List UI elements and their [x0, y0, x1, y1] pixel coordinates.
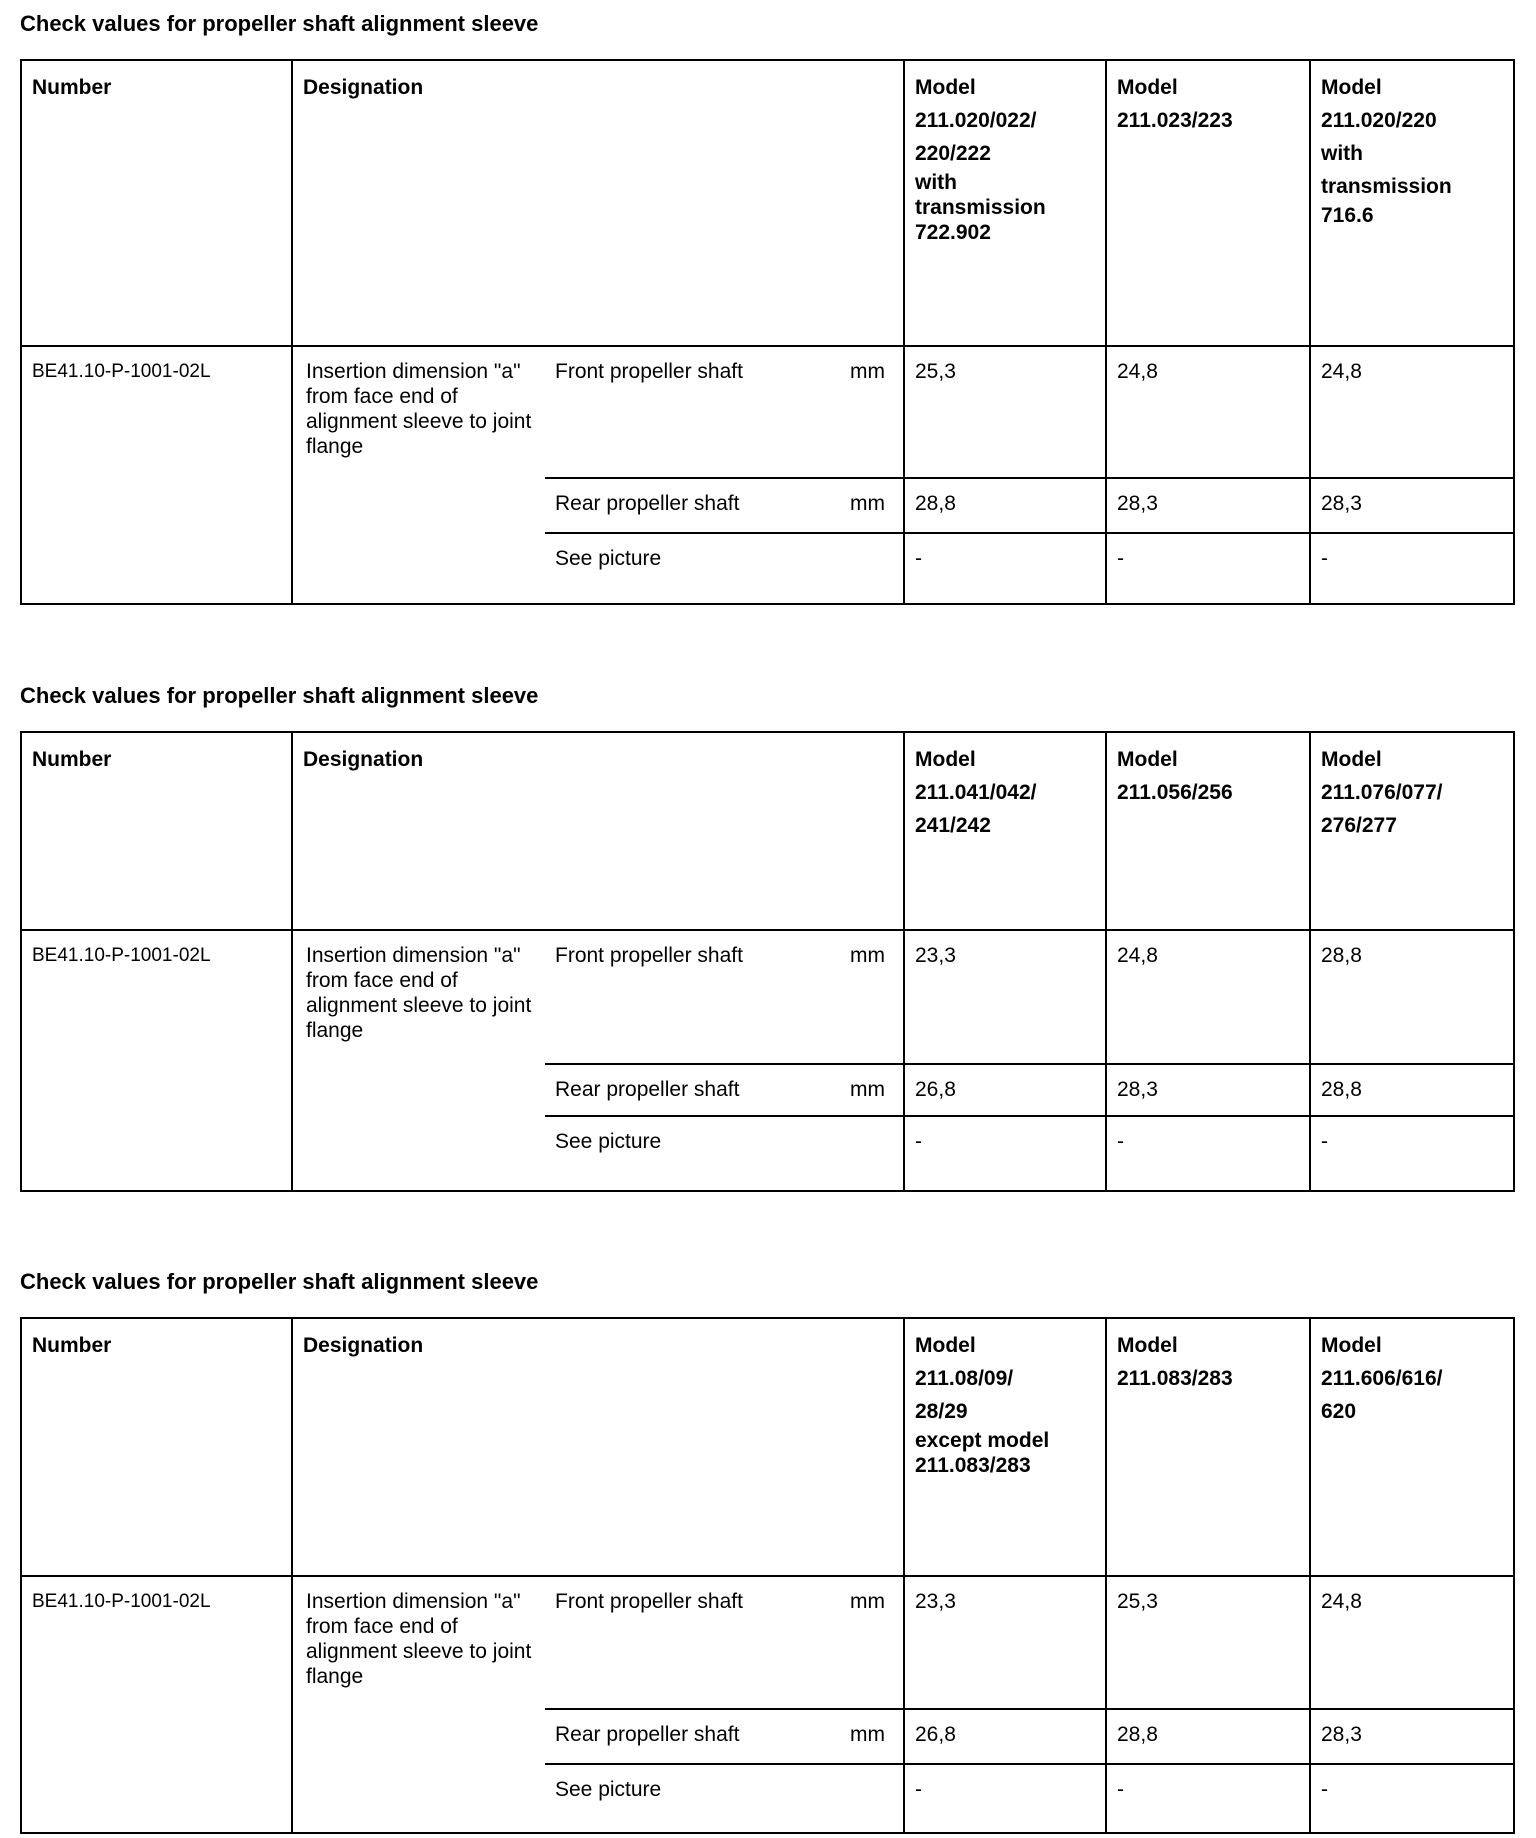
model-header-line: 211.023/223 — [1117, 109, 1233, 132]
subrow-label: Front propeller shaft — [555, 1590, 743, 1613]
header-designation: Designation — [303, 748, 424, 771]
model-header-line: Model — [1117, 76, 1178, 99]
value-cell: 23,3 — [915, 944, 956, 967]
table-title: Check values for propeller shaft alignment sleeve — [20, 1269, 539, 1294]
value-cell: 28,8 — [1321, 1078, 1362, 1101]
subrow-label: Rear propeller shaft — [555, 1723, 740, 1746]
part-number: BE41.10-P-1001-02L — [32, 361, 211, 382]
subrow-label: Rear propeller shaft — [555, 492, 740, 515]
value-cell: 26,8 — [915, 1723, 956, 1746]
subrow-divider — [545, 1763, 1513, 1765]
unit-label: mm — [850, 1590, 885, 1613]
header-model-3 — [1321, 1329, 1442, 1428]
model-header-line: transmission — [915, 196, 1046, 219]
part-number: BE41.10-P-1001-02L — [32, 1591, 211, 1612]
header-divider — [22, 929, 1513, 931]
subrow-divider — [545, 1115, 1513, 1117]
header-designation: Designation — [303, 76, 424, 99]
model-header-line: 211.041/042/ — [915, 781, 1037, 804]
value-cell: 24,8 — [1117, 360, 1158, 383]
subrow-divider — [545, 477, 1513, 479]
subrow-label: Front propeller shaft — [555, 360, 743, 383]
value-cell: 23,3 — [915, 1590, 956, 1613]
model-header-line: 211.083/283 — [915, 1454, 1031, 1477]
designation-line: alignment sleeve to joint — [306, 994, 532, 1017]
header-model-3 — [1321, 71, 1452, 228]
unit-label: mm — [850, 1078, 885, 1101]
column-divider — [1105, 733, 1107, 1190]
header-model-3 — [1321, 743, 1442, 842]
column-divider — [291, 61, 293, 603]
model-header-line: 241/242 — [915, 814, 991, 837]
model-header-line: 211.020/220 — [1321, 109, 1437, 132]
designation-text — [306, 359, 531, 459]
designation-line: flange — [306, 1019, 364, 1042]
column-divider — [903, 61, 905, 603]
subrow-label: Front propeller shaft — [555, 944, 743, 967]
value-cell: 25,3 — [915, 360, 956, 383]
model-header-line: Model — [1117, 748, 1178, 771]
model-header-line: except model — [915, 1429, 1050, 1452]
model-header-line: 211.076/077/ — [1321, 781, 1443, 804]
model-header-line: 620 — [1321, 1400, 1357, 1423]
subrow-label: See picture — [555, 547, 662, 570]
designation-line: flange — [306, 435, 364, 458]
designation-line: from face end of — [306, 385, 458, 408]
header-model-1 — [915, 743, 1036, 842]
model-header-line: 211.056/256 — [1117, 781, 1233, 804]
subrow-divider — [545, 1063, 1513, 1065]
model-header-line: Model — [1117, 1334, 1178, 1357]
value-cell: 24,8 — [1321, 360, 1362, 383]
value-cell: - — [1117, 1130, 1124, 1153]
value-cell: 28,3 — [1321, 492, 1362, 515]
subrow-label: See picture — [555, 1130, 662, 1153]
model-header-line: 722.902 — [915, 221, 991, 244]
value-cell: 28,3 — [1117, 492, 1158, 515]
header-model-1 — [915, 1329, 1049, 1478]
model-header-line: Model — [915, 1334, 976, 1357]
header-number: Number — [32, 748, 112, 771]
value-cell: - — [1117, 547, 1124, 570]
column-divider — [1105, 61, 1107, 603]
subrow-divider — [545, 1708, 1513, 1710]
value-cell: 26,8 — [915, 1078, 956, 1101]
model-header-line: Model — [1321, 76, 1382, 99]
header-designation: Designation — [303, 1334, 424, 1357]
value-cell: 28,3 — [1321, 1723, 1362, 1746]
model-header-line: 716.6 — [1321, 204, 1374, 227]
designation-line: Insertion dimension "a" — [306, 1590, 521, 1613]
unit-label: mm — [850, 944, 885, 967]
model-header-line: 211.020/022/ — [915, 109, 1037, 132]
header-model-2 — [1117, 1329, 1233, 1395]
model-header-line: 211.083/283 — [1117, 1367, 1233, 1390]
designation-line: alignment sleeve to joint — [306, 410, 532, 433]
subrow-label: Rear propeller shaft — [555, 1078, 740, 1101]
value-cell: - — [1321, 547, 1328, 570]
column-divider — [1309, 61, 1311, 603]
designation-line: Insertion dimension "a" — [306, 360, 521, 383]
model-header-line: 211.08/09/ — [915, 1367, 1014, 1390]
model-header-line: 276/277 — [1321, 814, 1397, 837]
model-header-line: 28/29 — [915, 1400, 968, 1423]
designation-text — [306, 943, 531, 1043]
value-cell: - — [915, 547, 922, 570]
header-number: Number — [32, 76, 112, 99]
designation-line: flange — [306, 1665, 364, 1688]
model-header-line: Model — [1321, 748, 1382, 771]
model-header-line: 220/222 — [915, 142, 991, 165]
model-header-line: transmission — [1321, 175, 1452, 198]
model-header-line: Model — [915, 748, 976, 771]
unit-label: mm — [850, 492, 885, 515]
column-divider — [291, 733, 293, 1190]
unit-label: mm — [850, 1723, 885, 1746]
header-model-1 — [915, 71, 1046, 245]
model-header-line: with — [1321, 142, 1363, 165]
unit-label: mm — [850, 360, 885, 383]
value-cell: - — [1321, 1130, 1328, 1153]
value-cell: - — [1117, 1778, 1124, 1801]
part-number: BE41.10-P-1001-02L — [32, 945, 211, 966]
designation-line: alignment sleeve to joint — [306, 1640, 532, 1663]
table-title: Check values for propeller shaft alignment sleeve — [20, 11, 539, 36]
model-header-line: Model — [915, 76, 976, 99]
value-cell: 28,3 — [1117, 1078, 1158, 1101]
subrow-divider — [545, 532, 1513, 534]
value-cell: - — [915, 1130, 922, 1153]
column-divider — [903, 733, 905, 1190]
value-cell: - — [1321, 1778, 1328, 1801]
value-cell: 28,8 — [915, 492, 956, 515]
designation-line: from face end of — [306, 1615, 458, 1638]
header-model-2 — [1117, 743, 1233, 809]
value-cell: 28,8 — [1117, 1723, 1158, 1746]
check-values-table — [20, 1317, 1515, 1834]
header-divider — [22, 345, 1513, 347]
model-header-line: 211.606/616/ — [1321, 1367, 1443, 1390]
model-header-line: with — [915, 171, 957, 194]
table-title: Check values for propeller shaft alignment sleeve — [20, 683, 539, 708]
header-divider — [22, 1575, 1513, 1577]
value-cell: 25,3 — [1117, 1590, 1158, 1613]
designation-text — [306, 1589, 531, 1689]
value-cell: 24,8 — [1321, 1590, 1362, 1613]
designation-line: Insertion dimension "a" — [306, 944, 521, 967]
model-header-line: Model — [1321, 1334, 1382, 1357]
value-cell: 28,8 — [1321, 944, 1362, 967]
header-number: Number — [32, 1334, 112, 1357]
value-cell: 24,8 — [1117, 944, 1158, 967]
designation-line: from face end of — [306, 969, 458, 992]
check-values-table — [20, 59, 1515, 605]
header-model-2 — [1117, 71, 1233, 137]
column-divider — [1309, 733, 1311, 1190]
subrow-label: See picture — [555, 1778, 662, 1801]
value-cell: - — [915, 1778, 922, 1801]
check-values-table — [20, 731, 1515, 1192]
